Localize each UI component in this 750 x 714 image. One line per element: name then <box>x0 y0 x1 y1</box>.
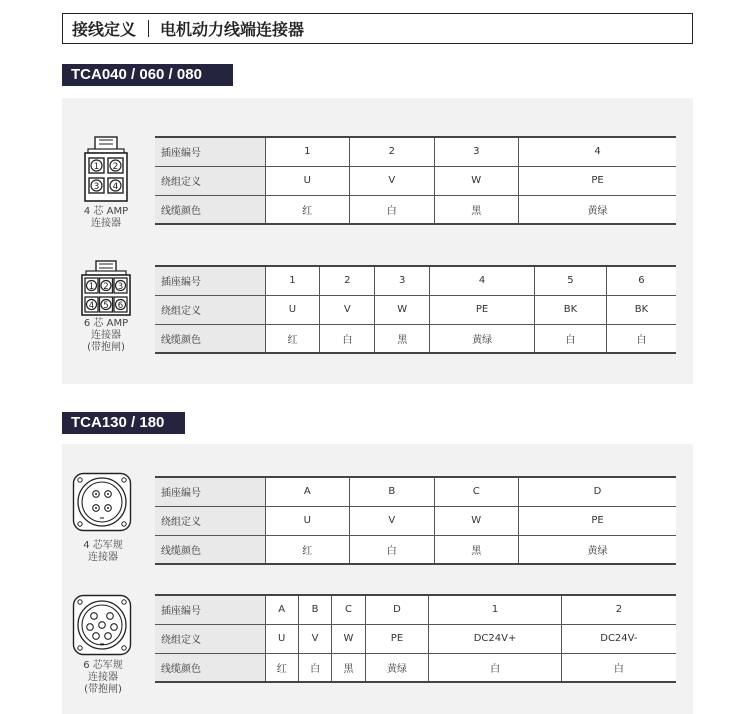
row-label: 绕组定义 <box>155 624 265 653</box>
table-cell: 黄绿 <box>430 324 535 353</box>
row-label: 插座编号 <box>155 477 265 506</box>
table-cell: 3 <box>375 266 430 295</box>
amp-6pin-connector-icon <box>80 260 132 316</box>
table-cell: 3 <box>434 137 519 166</box>
table-row <box>155 535 676 564</box>
table-cell: V <box>298 624 331 653</box>
table-cell: 黄绿 <box>519 195 677 224</box>
table-cell: 红 <box>265 324 320 353</box>
table-row <box>155 295 676 324</box>
row-label: 线缆颜色 <box>155 324 265 353</box>
table-cell: 白 <box>350 535 435 564</box>
table-cell: V <box>350 506 435 535</box>
table-cell: C <box>332 595 365 624</box>
table-cell: PE <box>430 295 535 324</box>
table-cell: D <box>519 477 677 506</box>
table-cell: 白 <box>298 653 331 682</box>
pin-table-amp-6 <box>155 265 676 354</box>
table-cell: PE <box>365 624 429 653</box>
military-6pin-connector-icon <box>72 594 132 656</box>
table-cell: D <box>365 595 429 624</box>
table-cell: 黑 <box>434 195 519 224</box>
pin-label: 6 <box>117 301 124 311</box>
table-cell: U <box>265 624 298 653</box>
section-tag-tca040: TCA040 / 060 / 080 <box>62 64 233 86</box>
table-cell: 黑 <box>434 535 519 564</box>
row-label: 插座编号 <box>155 137 265 166</box>
pin-label: 5 <box>103 301 109 311</box>
table-cell: 6 <box>606 266 676 295</box>
table-cell: 黄绿 <box>519 535 677 564</box>
table-cell: 白 <box>320 324 375 353</box>
table-cell: 4 <box>430 266 535 295</box>
pin-table-military-4 <box>155 476 676 565</box>
connector-caption: 6 芯军规 连接器 (带抱闸) <box>83 660 123 695</box>
row-label: 插座编号 <box>155 595 265 624</box>
table-cell: 白 <box>606 324 676 353</box>
connector-caption: 6 芯 AMP 连接器 (带抱闸) <box>83 318 129 353</box>
table-cell: 1 <box>265 266 320 295</box>
table-cell: 黑 <box>332 653 365 682</box>
table-cell: DC24V- <box>561 624 676 653</box>
table-row <box>155 595 676 624</box>
table-cell: 白 <box>350 195 435 224</box>
page-title <box>62 13 693 44</box>
table-cell: PE <box>519 166 677 195</box>
pin-label: 2 <box>112 162 119 172</box>
panel-tca040 <box>62 98 693 384</box>
title-right: 电机动力线端连接器 <box>160 20 305 39</box>
table-cell: U <box>265 295 320 324</box>
table-cell: W <box>434 506 519 535</box>
table-cell: 红 <box>265 195 350 224</box>
table-cell: 2 <box>320 266 375 295</box>
table-row <box>155 477 676 506</box>
table-cell: 白 <box>561 653 676 682</box>
pin-label: 4 <box>88 301 95 311</box>
table-cell: V <box>320 295 375 324</box>
table-cell: 4 <box>519 137 677 166</box>
table-cell: BK <box>534 295 606 324</box>
table-cell: A <box>265 595 298 624</box>
table-cell: BK <box>606 295 676 324</box>
row-label: 绕组定义 <box>155 295 265 324</box>
title-divider <box>148 20 149 37</box>
table-cell: 红 <box>265 653 298 682</box>
panel-tca130 <box>62 444 693 714</box>
table-row <box>155 653 676 682</box>
row-label: 绕组定义 <box>155 506 265 535</box>
table-cell: 红 <box>265 535 350 564</box>
connector-caption: 4 芯 AMP 连接器 <box>83 206 129 229</box>
table-cell: 黑 <box>375 324 430 353</box>
row-label: 线缆颜色 <box>155 195 265 224</box>
table-cell: B <box>350 477 435 506</box>
amp-4pin-connector-icon <box>82 136 130 202</box>
table-row <box>155 324 676 353</box>
pin-label: 4 <box>112 182 119 192</box>
table-cell: 1 <box>429 595 561 624</box>
row-label: 线缆颜色 <box>155 653 265 682</box>
table-cell: W <box>434 166 519 195</box>
military-4pin-connector-icon <box>72 472 132 532</box>
row-label: 插座编号 <box>155 266 265 295</box>
pin-label: 3 <box>93 182 100 192</box>
pin-label: 3 <box>117 282 124 292</box>
connector-caption: 4 芯军规 连接器 <box>83 540 123 563</box>
table-cell: W <box>375 295 430 324</box>
title-left: 接线定义 <box>72 20 137 39</box>
table-cell: 白 <box>429 653 561 682</box>
table-row <box>155 624 676 653</box>
table-cell: B <box>298 595 331 624</box>
pin-label: 1 <box>93 162 100 172</box>
table-cell: V <box>350 166 435 195</box>
row-label: 绕组定义 <box>155 166 265 195</box>
table-cell: 2 <box>561 595 676 624</box>
table-cell: 1 <box>265 137 350 166</box>
table-cell: C <box>434 477 519 506</box>
table-cell: 2 <box>350 137 435 166</box>
pin-table-military-6 <box>155 594 676 683</box>
table-cell: 白 <box>534 324 606 353</box>
table-row <box>155 266 676 295</box>
table-row <box>155 137 676 166</box>
table-cell: DC24V+ <box>429 624 561 653</box>
table-row <box>155 195 676 224</box>
table-cell: PE <box>519 506 677 535</box>
table-cell: U <box>265 506 350 535</box>
table-cell: 黄绿 <box>365 653 429 682</box>
table-row <box>155 166 676 195</box>
section-tag-tca130: TCA130 / 180 <box>62 412 185 434</box>
table-cell: W <box>332 624 365 653</box>
table-row <box>155 506 676 535</box>
pin-table-amp-4 <box>155 136 676 225</box>
row-label: 线缆颜色 <box>155 535 265 564</box>
table-cell: U <box>265 166 350 195</box>
pin-label: 2 <box>103 282 109 292</box>
table-cell: 5 <box>534 266 606 295</box>
pin-label: 1 <box>88 282 95 292</box>
table-cell: A <box>265 477 350 506</box>
